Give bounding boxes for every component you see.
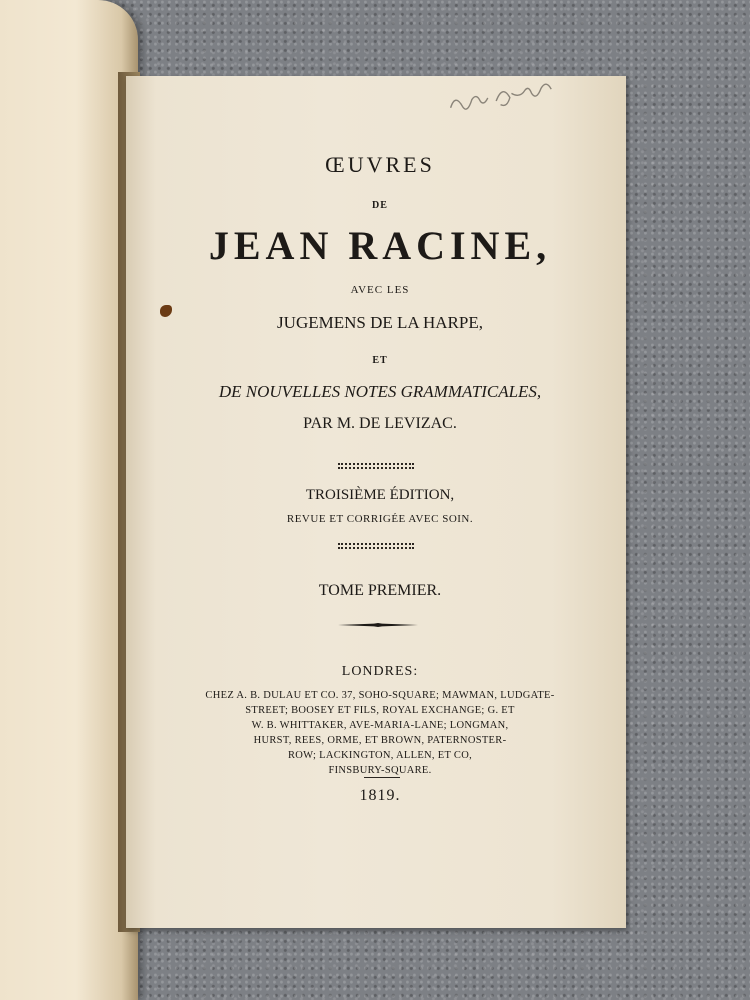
volume-label: TOME PREMIER. [318, 582, 442, 599]
editor-line: PAR M. DE LEVIZAC. [303, 415, 457, 432]
title-de: DE [372, 200, 388, 211]
imprint-line: CHEZ A. B. DULAU ET CO. 37, SOHO-SQUARE; MAWMAN, LUDGATE- [205, 690, 555, 701]
edition-line: TROISIÈME ÉDITION, [305, 487, 455, 503]
notes-line: DE NOUVELLES NOTES GRAMMATICALES, [218, 382, 542, 401]
ornamental-rule [338, 623, 418, 627]
ornamental-divider-middle [338, 543, 414, 549]
avec-les: AVEC LES [350, 284, 410, 296]
ornamental-divider-top [338, 463, 414, 469]
imprint-line: W. B. WHITTAKER, AVE-MARIA-LANE; LONGMAN, [251, 720, 509, 731]
et-line: ET [372, 355, 388, 366]
publication-place: LONDRES: [341, 664, 419, 679]
imprint-line: FINSBURY-SQUARE. [328, 765, 432, 776]
publisher-imprint [190, 688, 570, 778]
imprint-line: STREET; BOOSEY ET FILS, ROYAL EXCHANGE; G. ET [245, 705, 515, 716]
page-title: ŒUVRES [325, 152, 435, 177]
author-name: JEAN RACINE, [208, 223, 552, 268]
imprint-line: ROW; LACKINGTON, ALLEN, ET CO, [287, 750, 473, 761]
publication-year: 1819. [359, 787, 401, 804]
jugemens-line: JUGEMENS DE LA HARPE, [277, 313, 483, 332]
revue-line: REVUE ET CORRIGÉE AVEC SOIN. [286, 513, 474, 525]
imprint-line: HURST, REES, ORME, ET BROWN, PATERNOSTER- [253, 735, 507, 746]
year-rule [364, 777, 400, 778]
